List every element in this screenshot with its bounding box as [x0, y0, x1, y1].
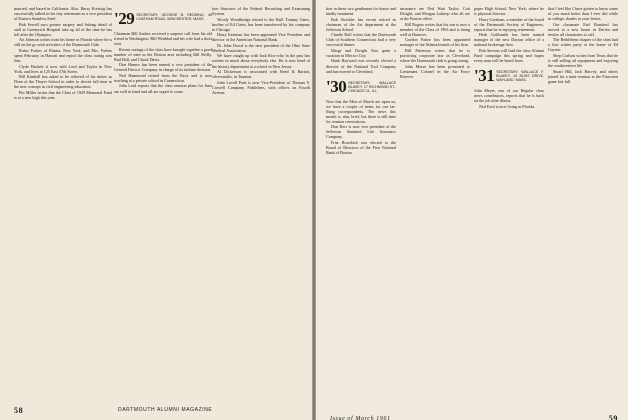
issue-date: Issue of March 1961 [330, 416, 391, 420]
paragraph: that I feel like I have gotten to know some of you much better than I ever did while in college, thanks to your letters. [548, 6, 618, 22]
class-heading-1931 [474, 68, 544, 84]
right-column-3 [474, 6, 544, 398]
paragraph: Don Kerr is now vice president of the Jefferson Standard Life Insurance Company. [326, 124, 396, 140]
left-page [0, 0, 312, 420]
class-secretary: SECRETARY, WALLACE BLAKEY, 17 RICHMOND ST., CHICAGO 11, ILL. [348, 80, 396, 94]
class-year: '29 [114, 9, 135, 28]
paragraph: tion in these two gentlemen for honor and kindly treatment. [326, 6, 396, 17]
right-column-1 [326, 6, 396, 398]
paragraph: tion Structure of the Federal Recruiting and Examining System. [212, 6, 310, 17]
page-number: 59 [608, 414, 618, 420]
paragraph: paper High School, New York, where he is physical director. [474, 6, 544, 17]
paragraph: Recent outings of the class have brought together a good number of men in the Boston area including Bill Reilly, Bud Hall, and Chuck Davis. [114, 46, 212, 62]
paragraph: We have caught up with Jack Rice who in the past has written so much about everybody else. He is now head of the history department at a school in New Jersey. [212, 53, 310, 69]
paragraph: Al Dickerson is associated with Reed & Barton, silversmiths, in Taunton. [212, 69, 310, 80]
right-column-4 [548, 6, 618, 398]
paragraph: Don Humes has been named a vice president of the General Electric Company in charge of its turbine division. [114, 62, 212, 73]
paragraph: Clyde Hackett is now with Lord and Taylor in New York, and lives at 125 East 57th Street. [14, 63, 112, 74]
paragraph: Herb Goldsmith has been named manager of the new Dayton office of a national brokerage firm. [474, 32, 544, 48]
right-page [316, 0, 628, 420]
paragraph: Ned Ford is now living in Florida. [479, 103, 536, 109]
right-column-2 [400, 6, 470, 398]
paragraph: insurance are Ned Watt Taylor, Cott Dwight, and Morgan Lathrop who all are at the Boston office. [400, 6, 470, 22]
publication-title: DARTMOUTH ALUMNI MAGAZINE [118, 407, 213, 413]
paragraph: Marge and Dwight Avis spent a vacation in Mexico City. [326, 47, 396, 58]
paragraph: Bob Strickler has recent retired as chairman of the Art department at the Jefferson School. [326, 16, 396, 32]
paragraph: Harry Gresham, a member of the board of the Dartmouth Society of Engineers, reports that he is enjoying retirement. [474, 16, 544, 32]
left-column-2 [114, 6, 212, 398]
paragraph: Harry Eastman has been appointed Vice President and director of the American National Bank. [212, 32, 310, 43]
paragraph: Now that the Men of March are upon us, we have a couple of items for our far-flung correspondents. The news this month is, alas, brief, but there is still time for reunion reservations. [326, 98, 396, 124]
paragraph: Hank Hayward was recently elected a director of the National Tool Company and has moved to Cleveland. [326, 58, 396, 74]
class-heading-1929 [114, 11, 212, 27]
paragraph: Dr. John Dowd is the new president of the Ohio State Medical Association. [212, 42, 310, 53]
paragraph: John Lord reports that the class reunion plans for June are well in hand and all are urged to come. [114, 83, 212, 94]
paragraph: The Bethlehem chapter of the class had a fine winter party at the home of Ed Gaynor. [548, 37, 618, 53]
class-secretary: SECRETARY, WALLACE F. BLAKEY, 10 BLISS DRIVE, WAYLAND, MASS. [496, 70, 544, 83]
paragraph: Stuart Hill, Jack Harvey, and others joined for a mini-reunion at the Princeton game last fall. [548, 68, 618, 84]
paragraph: Woody Woodbridge retired to the Hall. Tommy Gates, brother of Ed Gates, has been transferred by his company to Chicago. [212, 16, 310, 32]
left-column-3 [212, 6, 310, 398]
paragraph: Gordon Pattee has been appointed manager of the Atlanta branch of his firm. [400, 37, 470, 48]
paragraph: Art Johnson writes from his home in Florida where he is still on the go with activities of the Dartmouth Club. [14, 37, 112, 48]
class-heading-1930 [326, 76, 396, 96]
paragraph: Rufus Forbes of Elmira, New York, and Mrs. Forbes spent February in Hawaii and report the class outing was fine. [14, 47, 112, 63]
paragraph: Chairman Bill Andres received a surprise call from his old friend in Washington. Bill Wenblad and his wife had a short visit. [114, 31, 212, 47]
paragraph: Our classmate Earl Bamford has moved to a new house in Darien and invites all classmates to call. [548, 21, 618, 37]
paragraph: John Meyer, one of our Regular class news contributors, reports that he is back on the job after illness. [474, 88, 544, 104]
paragraph: Bob Stevens will lead the class Alumni Fund campaign this spring and hopes every man will be heard from. [474, 47, 544, 63]
left-column-1 [14, 6, 112, 398]
class-secretary: SECRETARY, GEORGE B. REDDING, 45 CHATHAM ROAD, WINCHESTER, MASS. [136, 13, 212, 22]
paragraph: Bill Kimball has asked to be relieved of his duties as Dean of the Thayer School in order to devote full time to the new concept in civil engineering education. [14, 74, 112, 90]
paragraph: Fritz Bowditch was elected to the Board of Directors of the First National Bank of Boston. [326, 139, 396, 156]
left-footer [14, 406, 302, 415]
paragraph: married, and based in California. Also, Harry Kreissig has successfully talked in his tiny retirement as a vice president of Eastern Stainless Steel. [14, 6, 112, 22]
paragraph: Bill Rogers writes that his son is now a member of the Class of 1963 and is doing well at Hanover. [400, 21, 470, 37]
paragraph: Bill Patterson writes that he is practicing corporate law in Cleveland, where the Dartmouth club is going strong. [400, 47, 470, 63]
paragraph: Bob Sewell says greater surgery and fishing detail of staff at Greenwich Hospital take up all of the time he has left after the Olympics. [14, 21, 112, 37]
page-number: 58 [14, 406, 24, 415]
paragraph: John Morse has been promoted to Lieutenant Colonel in the Air Force Reserve. [400, 63, 470, 79]
paragraph: John Lovell Pratt is now Vice-President of Thomas Y. Crowell Company, Publishers, with offices on Fourth Avenue. [212, 79, 310, 95]
paragraph: Pitt Miller writes that the Class of 1929 Memorial Fund is at a new high this year. [14, 89, 112, 100]
paragraph: Ned Hammond retired from the Navy and is now teaching at a private school in Connecticut. [114, 72, 212, 83]
paragraph: Charlie Rolf writes that the Dartmouth Club of Southern Connecticut had a very successful dinner. [326, 32, 396, 48]
paragraph: Shep Carlson writes from Texas that he is still selling oil equipment and enjoying the southwestern life. [548, 52, 618, 69]
class-year: '30 [326, 76, 347, 96]
class-year: '31 [474, 66, 495, 86]
